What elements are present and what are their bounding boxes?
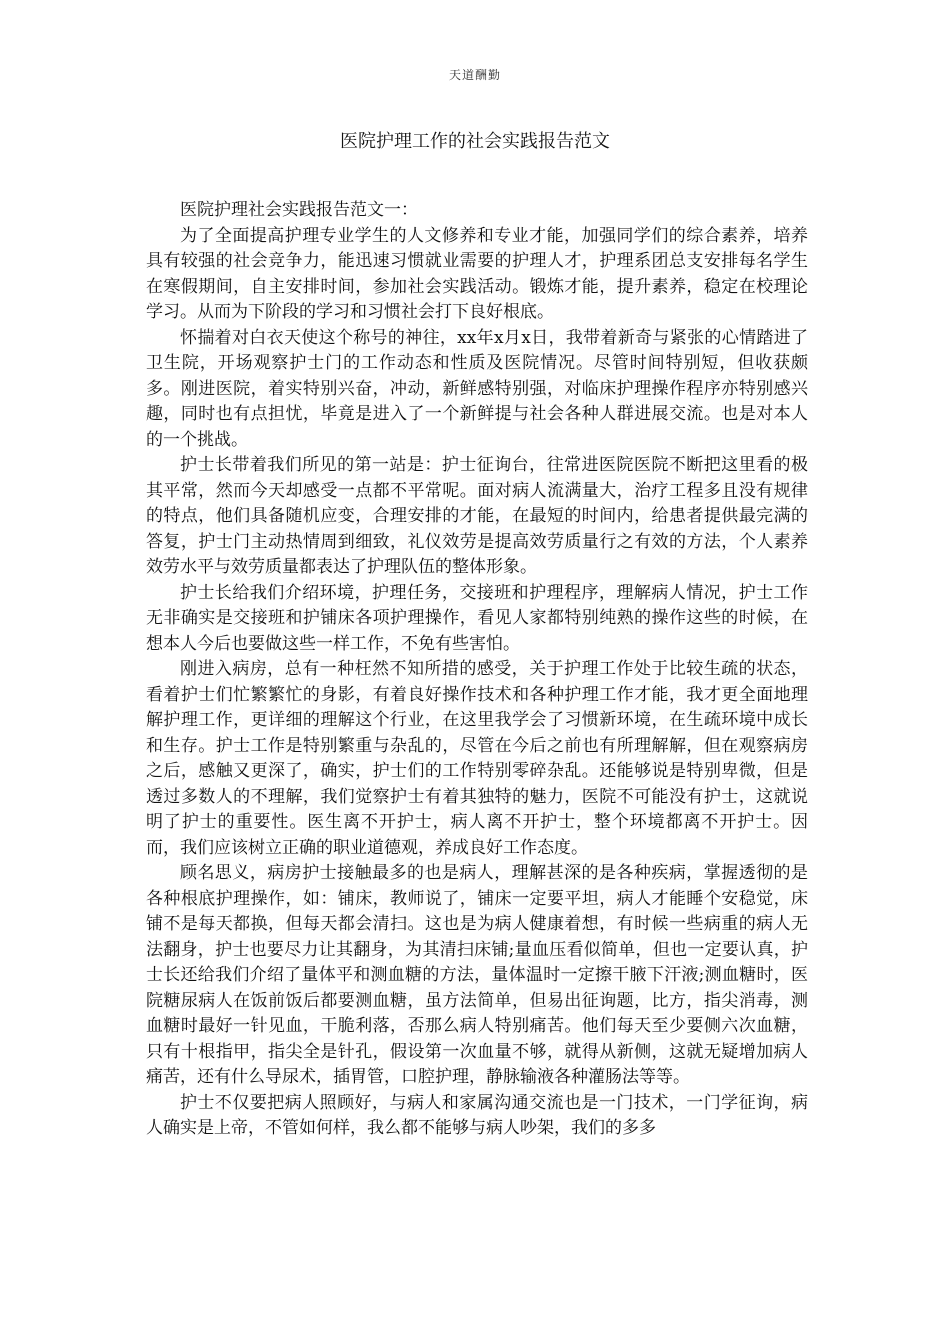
section-heading: 医院护理社会实践报告范文一： [180,200,418,220]
paragraph: 护士长带着我们所见的第一站是：护士征询台，往常进医院医院不断把这里看的极其平常，然而今天却感受一点都不平常呢。面对病人流满量大，治疗工程多且没有规律的特点，他们具备随机应变，合理安排的才能，在最短的时间内，给患者提供最完满的答复，护士门主动热情周到细致，礼仪效劳是提高效劳质量行之有效的方法，个人素养效劳水平与效劳质量都表达了护理队伍的整体形象。 [146,455,808,577]
page-header: 天道酬勤 [448,68,501,82]
paragraph: 刚进入病房，总有一种枉然不知所措的感受，关于护理工作处于比较生疏的状态，看着护士们忙繁繁忙的身影，有着良好操作技术和各种护理工作才能，我才更全面地理解护理工作，更详细的理解这个行业，在这里我学会了习惯新环境，在生疏环境中成长和生存。护士工作是特别繁重与杂乱的，尽管在今后之前也有所理解解，但在观察病房之后，感触又更深了，确实，护士们的工作特别零碎杂乱。还能够说是特别卑微，但是透过多数人的不理解，我们觉察护士有着其独特的魅力，医院不可能没有护士，这就说明了护士的重要性。医生离不开护士，病人离不开护士，整个环境都离不开护士。因而，我们应该树立正确的职业道德观，养成良好工作态度。 [146,659,808,858]
paragraph: 护士不仅要把病人照顾好，与病人和家属沟通交流也是一门技术，一门学征询，病人确实是上帝，不管如何样，我么都不能够与病人吵架，我们的多多 [146,1092,808,1138]
document-body [146,198,808,1142]
paragraph: 怀揣着对白衣天使这个称号的神往，xx年x月x日，我带着新奇与紧张的心情踏进了卫生院，开场观察护士门的工作动态和性质及医院情况。尽管时间特别短，但收获颇多。刚进医院，着实特别兴奋，冲动，新鲜感特别强，对临床护理操作程序亦特别感兴趣，同时也有点担忧，毕竟是进入了一个新鲜提与社会各种人群进展交流。也是对本人的一个挑战。 [146,327,808,450]
document-title: 医院护理工作的社会实践报告范文 [340,131,610,152]
paragraph: 为了全面提高护理专业学生的人文修养和专业才能，加强同学们的综合素养，培养具有较强的社会竞争力，能迅速习惯就业需要的护理人才，护理系团总支安排每名学生在寒假期间，自主安排时间，参加社会实践活动。锻炼才能，提升素养，稳定在校理论学习。从而为下阶段的学习和习惯社会打下良好根底。 [146,225,808,322]
paragraph: 护士长给我们介绍环境，护理任务，交接班和护理程序，理解病人情况，护士工作无非确实是交接班和护铺床各项护理操作，看见人家都特别纯熟的操作这些的时候，在想本人今后也要做这些一样工作，不免有些害怕。 [146,582,808,654]
paragraph: 顾名思义，病房护士接触最多的也是病人，理解甚深的是各种疾病，掌握透彻的是各种根底护理操作，如：铺床，教师说了，铺床一定要平坦，病人才能睡个安稳觉，床铺不是每天都换，但每天都会清扫。这也是为病人健康着想，有时候一些病重的病人无法翻身，护士也要尽力让其翻身，为其清扫床铺;量血压看似简单，但也一定要认真，护士长还给我们介绍了量体平和测血糖的方法，量体温时一定擦干腋下汗液;测血糖时，医院糖尿病人在饭前饭后都要测血糖，虽方法简单，但易出征询题，比方，指尖消毒，测血糖时最好一针见血，干脆利落，否那么病人特别痛苦。他们每天至少要侧六次血糖，只有十根指甲，指尖全是针孔，假设第一次血量不够，就得从新侧，这就无疑增加病人痛苦，还有什么导尿术，插胃管，口腔护理，静脉输液各种灌肠法等等。 [146,863,808,1087]
